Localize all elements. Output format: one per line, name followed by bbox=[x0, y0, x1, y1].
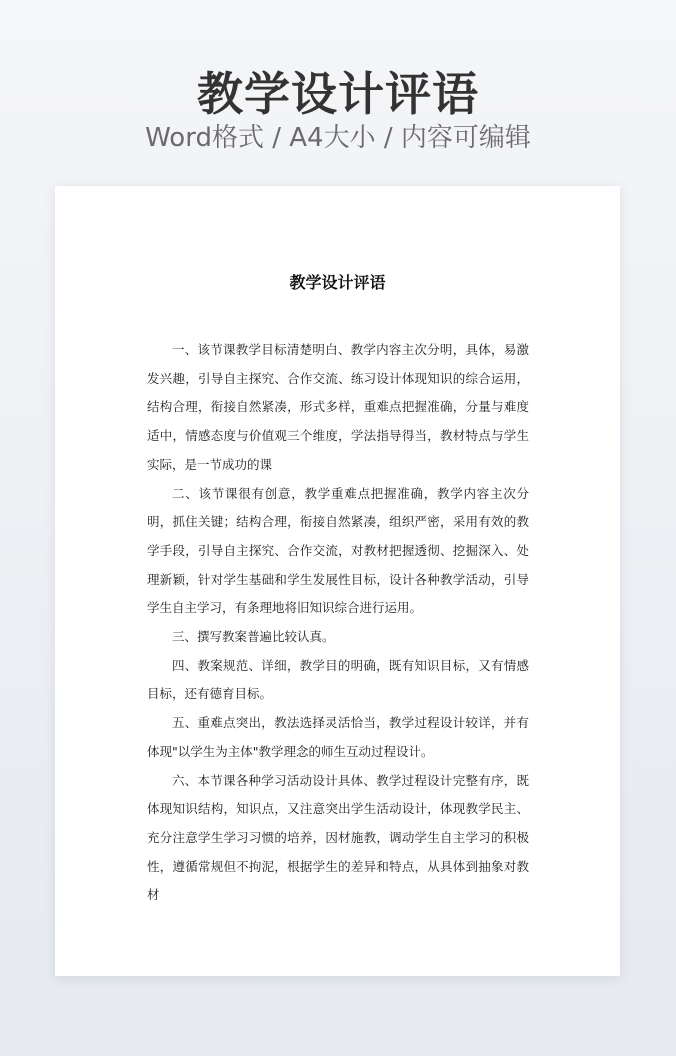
banner-title: 教学设计评语 bbox=[197, 67, 479, 121]
paragraph-5: 五、重难点突出，教法选择灵活恰当，教学过程设计较详，并有体现"以学生为主体"教学理念的师生互动过程设计。 bbox=[147, 715, 529, 759]
paragraph-2: 二、该节课很有创意，教学重难点把握准确，教学内容主次分明，抓住关键；结构合理，衔接自然紧凑，组织严密，采用有效的教学手段，引导自主探究、合作交流，对教材把握透彻、挖掘深入、处理新颖，针对学生基础和学生发展性目标，设计各种教学活动，引导学生自主学习，有条理地将旧知识综合进行运用。 bbox=[147, 485, 529, 616]
paragraph-6: 六、本节课各种学习活动设计具体、教学过程设计完整有序，既体现知识结构，知识点，又注意突出学生活动设计，体现教学民主、充分注意学生学习习惯的培养，因材施教，调动学生自主学习的积极性，遵循常规但不拘泥，根据学生的差异和特点，从具体到抽象对教材 bbox=[147, 772, 529, 903]
document-body bbox=[147, 336, 529, 910]
banner-subtitle: Word格式 / A4大小 / 内容可编辑 bbox=[145, 123, 531, 153]
document-page bbox=[55, 186, 620, 976]
paragraph-1: 一、该节课教学目标清楚明白、教学内容主次分明，具体，易激发兴趣，引导自主探究、合作交流、练习设计体现知识的综合运用，结构合理，衔接自然紧凑，形式多样，重难点把握准确，分量与难度适中，情感态度与价值观三个维度，学法指导得当，教材特点与学生实际，是一节成功的课 bbox=[147, 342, 529, 472]
paragraph-4: 四、教案规范、详细，教学目的明确，既有知识目标，又有情感目标，还有德育目标。 bbox=[147, 657, 529, 702]
paragraph-3: 三、撰写教案普遍比较认真。 bbox=[172, 629, 335, 645]
document-title: 教学设计评语 bbox=[289, 273, 386, 292]
header-banner bbox=[0, 0, 676, 180]
